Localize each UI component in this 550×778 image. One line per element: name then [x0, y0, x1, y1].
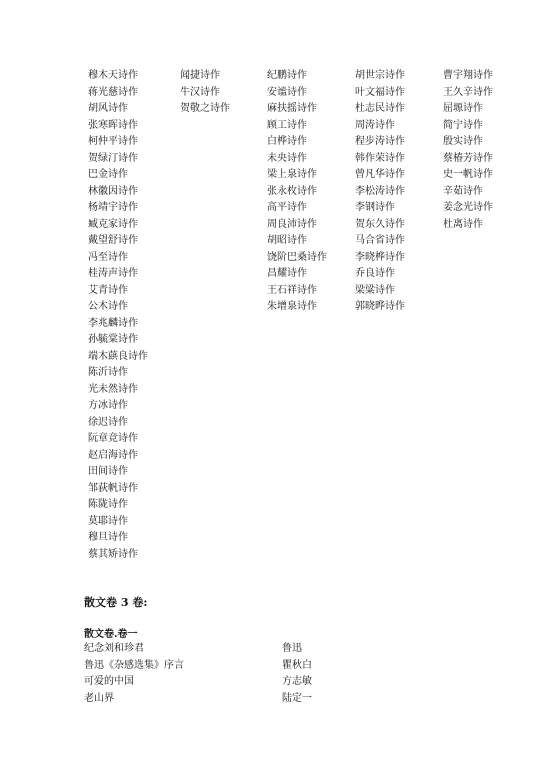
poet-entry: 光未然诗作	[88, 383, 138, 395]
poet-entry: 牛汉诗作	[180, 86, 220, 98]
poet-entry: 简宁诗作	[443, 119, 483, 131]
poet-entry: 杨靖宇诗作	[88, 202, 138, 213]
poet-entry: 李钢诗作	[355, 202, 395, 213]
prose-author: 陆定一	[282, 692, 312, 704]
poet-entry: 巴金诗作	[88, 169, 128, 180]
poet-entry: 李松涛诗作	[355, 185, 405, 197]
poet-entry: 莫耶诗作	[88, 515, 128, 527]
poet-entry: 公木诗作	[88, 301, 128, 312]
poet-entry: 未央诗作	[267, 152, 307, 164]
poet-entry: 冯至诗作	[88, 251, 128, 263]
prose-author: 方志敏	[282, 676, 312, 687]
poet-column-3	[267, 68, 327, 316]
poet-entry: 纪鹏诗作	[267, 70, 307, 81]
poet-entry: 饶阶巴桑诗作	[267, 251, 327, 263]
prose-author: 鲁迅	[282, 643, 302, 654]
poet-entry: 屈塬诗作	[443, 103, 483, 114]
poet-entry: 徐迟诗作	[88, 416, 128, 428]
poet-entry: 安谧诗作	[267, 86, 307, 98]
poet-entry: 张永枚诗作	[267, 185, 317, 197]
poet-entry: 李兆麟诗作	[88, 317, 138, 329]
poet-column-4	[355, 68, 405, 316]
poet-entry: 顾工诗作	[267, 119, 307, 131]
poet-entry: 叶文福诗作	[355, 86, 405, 98]
poet-entry: 李晓桦诗作	[355, 251, 405, 263]
poet-entry: 贺敬之诗作	[180, 103, 230, 114]
poet-entry: 王石祥诗作	[267, 284, 317, 296]
poet-entry: 孙毓棠诗作	[88, 334, 138, 345]
poet-entry: 马合省诗作	[355, 235, 405, 246]
poet-entry: 梁上泉诗作	[267, 169, 317, 180]
prose-item	[84, 641, 464, 658]
poet-entry: 曾凡华诗作	[355, 169, 405, 180]
poet-entry: 陈陇诗作	[88, 499, 128, 510]
poet-entry: 赵启海诗作	[88, 449, 138, 461]
prose-title: 纪念刘和珍君	[84, 643, 144, 654]
poet-entry: 胡风诗作	[88, 103, 128, 114]
poet-column-5	[443, 68, 493, 233]
poet-entry: 韩作荣诗作	[355, 152, 405, 164]
poet-entry: 邹荻帆诗作	[88, 482, 138, 494]
poet-entry: 胡昭诗作	[267, 235, 307, 246]
poet-entry: 昌耀诗作	[267, 268, 307, 279]
poet-entry: 贺东久诗作	[355, 218, 405, 230]
poet-entry: 白桦诗作	[267, 136, 307, 147]
prose-title: 可爱的中国	[84, 676, 134, 687]
poet-entry: 张寒晖诗作	[88, 119, 138, 131]
poet-entry: 戴望舒诗作	[88, 235, 138, 246]
prose-title: 老山界	[84, 692, 114, 704]
poet-entry: 蒋光慈诗作	[88, 86, 138, 98]
poet-entry: 柯仲平诗作	[88, 136, 138, 147]
poet-entry: 曹宇翔诗作	[443, 70, 493, 81]
poet-entry: 臧克家诗作	[88, 218, 138, 230]
poet-entry: 端木蕻良诗作	[88, 350, 148, 362]
prose-item	[84, 674, 464, 691]
poet-entry: 贺绿汀诗作	[88, 152, 138, 164]
poet-entry: 蔡椿芳诗作	[443, 152, 493, 164]
poet-entry: 乔良诗作	[355, 268, 395, 279]
poet-entry: 周涛诗作	[355, 119, 395, 131]
poet-entry: 胡世宗诗作	[355, 70, 405, 81]
poet-entry: 王久辛诗作	[443, 86, 493, 98]
poet-entry: 朱增泉诗作	[267, 301, 317, 312]
poet-entry: 田间诗作	[88, 466, 128, 477]
poet-entry: 史一帆诗作	[443, 169, 493, 180]
poet-entry: 蔡其矫诗作	[88, 548, 138, 560]
prose-item	[84, 658, 464, 675]
poet-entry: 杜离诗作	[443, 218, 483, 230]
poet-entry: 辛茹诗作	[443, 185, 483, 197]
poet-entry: 闻捷诗作	[180, 70, 220, 81]
poet-entry: 姜念光诗作	[443, 202, 493, 213]
poet-entry: 高平诗作	[267, 202, 307, 213]
prose-item	[84, 691, 464, 708]
poet-column-1	[88, 68, 148, 563]
poet-entry: 阮章竞诗作	[88, 433, 138, 444]
poet-entry: 杜志民诗作	[355, 103, 405, 114]
poet-entry: 周良沛诗作	[267, 218, 317, 230]
poet-entry: 方冰诗作	[88, 400, 128, 411]
prose-author: 瞿秋白	[282, 659, 312, 671]
poet-entry: 穆旦诗作	[88, 532, 128, 543]
poet-entry: 陈沂诗作	[88, 367, 128, 378]
poet-entry: 桂涛声诗作	[88, 268, 138, 279]
prose-title: 鲁迅《杂感选集》序言	[84, 659, 184, 671]
poet-entry: 林徽因诗作	[88, 185, 138, 197]
poet-entry: 郭晓晔诗作	[355, 301, 405, 312]
prose-list	[84, 641, 464, 707]
poet-column-2	[180, 68, 230, 118]
volume-title: 散文卷.卷一	[84, 629, 138, 640]
section-title: 散文卷 3 卷:	[84, 596, 148, 609]
poet-entry: 穆木天诗作	[88, 70, 138, 81]
poet-entry: 梁粱诗作	[355, 284, 395, 296]
poet-entry: 艾青诗作	[88, 284, 128, 296]
poet-entry: 程步涛诗作	[355, 136, 405, 147]
poet-entry: 殷实诗作	[443, 136, 483, 147]
poet-entry: 麻扶摇诗作	[267, 103, 317, 114]
